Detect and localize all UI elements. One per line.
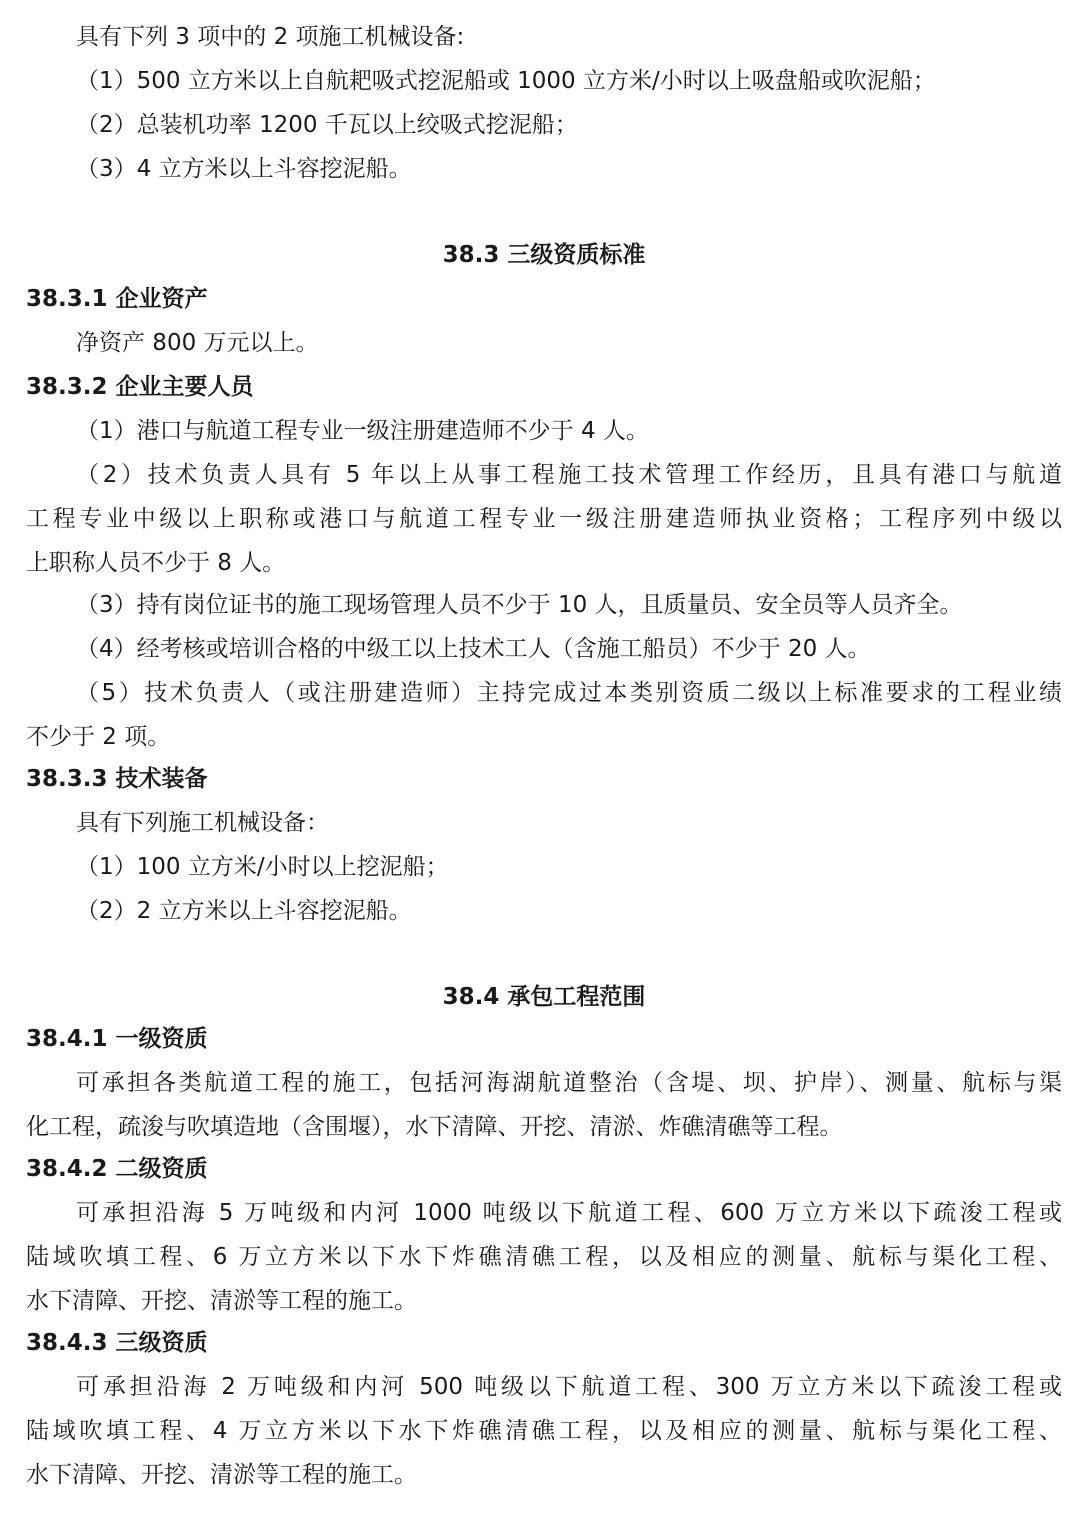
- paragraph-line: （1）100 立方米/小时以上挖泥船；: [76, 854, 449, 880]
- paragraph-line: （2）总装机功率 1200 千瓦以上绞吸式挖泥船；: [76, 112, 578, 138]
- paragraph-line: 水下清障、开挖、清淤等工程的施工。: [26, 1462, 417, 1488]
- paragraph-line: 水下清障、开挖、清淤等工程的施工。: [26, 1288, 417, 1314]
- paragraph-line: （1）港口与航道工程专业一级注册建造师不少于 4 人。: [76, 418, 649, 444]
- paragraph-line: 具有下列 3 项中的 2 项施工机械设备:: [76, 24, 465, 50]
- paragraph-line: 陆域吹填工程、6 万立方米以下水下炸礁清礁工程，以及相应的测量、航标与渠化工程、: [26, 1244, 1062, 1270]
- paragraph-line: （3）4 立方米以上斗容挖泥船。: [76, 156, 412, 182]
- paragraph-line: （4）经考核或培训合格的中级工以上技术工人（含施工船员）不少于 20 人。: [76, 636, 871, 662]
- paragraph-line: 可承担各类航道工程的施工，包括河海湖航道整治（含堤、坝、护岸）、测量、航标与渠: [76, 1070, 1062, 1096]
- paragraph-line: 工程专业中级以上职称或港口与航道工程专业一级注册建造师执业资格；工程序列中级以: [26, 506, 1062, 532]
- paragraph-line: 可承担沿海 2 万吨级和内河 500 吨级以下航道工程、300 万立方米以下疏浚工程或: [76, 1374, 1062, 1400]
- subsection-heading: 38.3.3 技术装备: [26, 766, 208, 792]
- paragraph-line: （5）技术负责人（或注册建造师）主持完成过本类别资质二级以上标准要求的工程业绩: [76, 680, 1062, 706]
- section-heading: 38.4 承包工程范围: [442, 984, 646, 1010]
- paragraph-line: 化工程，疏浚与吹填造地（含围堰），水下清障、开挖、清淤、炸礁清礁等工程。: [26, 1114, 843, 1140]
- subsection-heading: 38.3.1 企业资产: [26, 286, 208, 312]
- subsection-heading: 38.4.2 二级资质: [26, 1156, 208, 1182]
- paragraph-line: 陆域吹填工程、4 万立方米以下水下炸礁清礁工程，以及相应的测量、航标与渠化工程、: [26, 1418, 1062, 1444]
- subsection-heading: 38.4.3 三级资质: [26, 1330, 208, 1356]
- paragraph-line: （2）2 立方米以上斗容挖泥船。: [76, 898, 412, 924]
- paragraph-line: 具有下列施工机械设备：: [76, 810, 329, 836]
- paragraph-line: 可承担沿海 5 万吨级和内河 1000 吨级以下航道工程、600 万立方米以下疏浚工程或: [76, 1200, 1062, 1226]
- paragraph-line: （1）500 立方米以上自航耙吸式挖泥船或 1000 立方米/小时以上吸盘船或吹泥船；: [76, 68, 936, 94]
- paragraph-line: （2）技术负责人具有 5 年以上从事工程施工技术管理工作经历，且具有港口与航道: [76, 462, 1062, 488]
- paragraph-line: 不少于 2 项。: [26, 724, 171, 750]
- paragraph-line: 净资产 800 万元以上。: [76, 330, 319, 356]
- paragraph-line: （3）持有岗位证书的施工现场管理人员不少于 10 人，且质量员、安全员等人员齐全。: [76, 592, 963, 618]
- subsection-heading: 38.3.2 企业主要人员: [26, 374, 254, 400]
- paragraph-line: 上职称人员不少于 8 人。: [26, 550, 286, 576]
- subsection-heading: 38.4.1 一级资质: [26, 1026, 208, 1052]
- section-heading: 38.3 三级资质标准: [442, 242, 646, 268]
